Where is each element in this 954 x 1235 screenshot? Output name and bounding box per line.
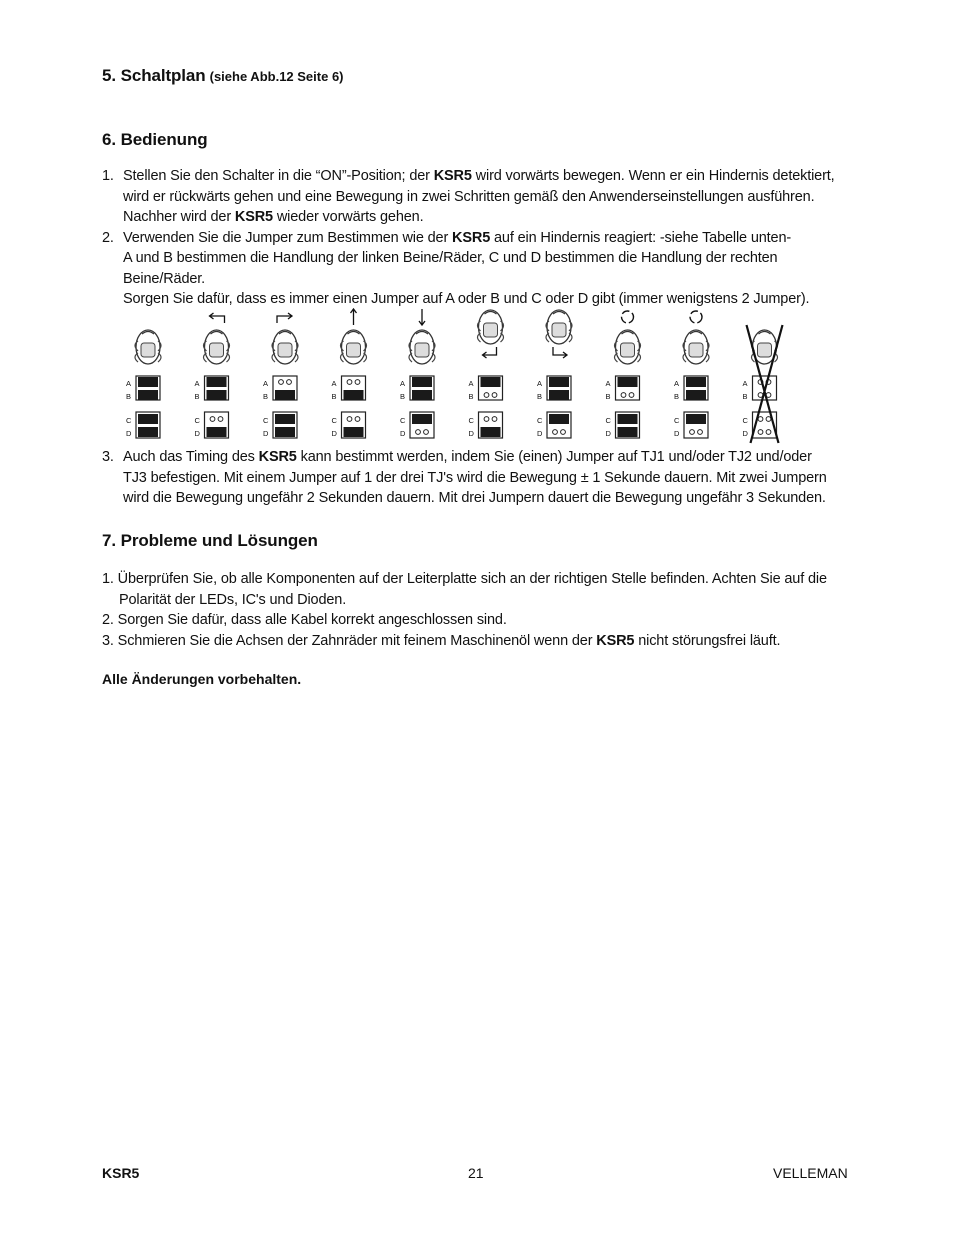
text-segment: wird vorwärts bewegen. Wenn er ein Hindernis detektiert, — [471, 168, 835, 184]
section-7-title: 7. Probleme und Lösungen — [102, 531, 318, 550]
jumper-on — [412, 390, 432, 400]
direction-arrow — [351, 309, 357, 325]
jumper-row-label: D — [537, 429, 543, 438]
product-name: KSR5 — [596, 632, 635, 649]
jumper-row-label: A — [400, 379, 406, 388]
jumper-row-label: A — [674, 379, 680, 388]
direction-arrow — [419, 309, 425, 325]
jumper-config-column — [674, 311, 709, 438]
problem-item-line — [102, 610, 862, 631]
rotation-arrow — [690, 311, 702, 323]
product-name: KSR5 — [452, 229, 491, 246]
text-segment: Polarität der LEDs, IC's und Dioden. — [119, 591, 347, 608]
jumper-row-label: B — [468, 392, 474, 401]
problem-item — [102, 569, 862, 610]
jumper-row-label: A — [468, 379, 474, 388]
text-segment: Verwenden Sie die Jumper zum Bestimmen wie der — [123, 229, 453, 246]
jumper-on — [412, 414, 432, 424]
list-item-line — [123, 187, 862, 208]
list-item-line — [123, 488, 862, 509]
jumper-row-label: A — [605, 379, 611, 388]
list-item-number: 3. — [102, 449, 114, 465]
back-turn-arrow — [553, 347, 567, 358]
jumper-config-column — [400, 309, 435, 438]
jumper-row-label: B — [331, 392, 337, 401]
section-6-title: 6. Bedienung — [102, 130, 208, 149]
rotation-arrow — [622, 311, 634, 323]
section-5-heading — [102, 66, 344, 86]
jumper-on — [549, 414, 569, 424]
jumper-on — [412, 377, 432, 387]
list-item-line — [123, 228, 862, 249]
jumper-on — [481, 427, 501, 437]
jumper-row-label: A — [331, 379, 337, 388]
jumper-row-label: C — [400, 416, 406, 425]
list-item-line — [123, 248, 862, 269]
text-segment: kann bestimmt werden, indem Sie (einen) Jumper auf TJ1 und/oder TJ2 und/oder — [296, 449, 812, 465]
list-item-line — [123, 166, 862, 187]
jumper-row-label: D — [263, 429, 269, 438]
problem-item-line — [102, 569, 862, 590]
jumper-config-column — [332, 309, 367, 438]
jumper-row-label: C — [468, 416, 474, 425]
text-segment: wird die Bewegung ungefähr 2 Sekunden dauern. Mit drei Jumpern dauert die Bewegung ungefähr 3 Sekunden. — [123, 490, 826, 506]
text-segment: Beine/Räder. — [123, 270, 206, 287]
jumper-row-label: A — [742, 379, 748, 388]
jumper-pin — [355, 417, 360, 422]
problem-item — [102, 631, 862, 652]
list-item-line — [123, 269, 862, 290]
robot-core — [689, 343, 703, 357]
list-item — [102, 166, 862, 228]
jumper-row-label: A — [263, 379, 269, 388]
jumper-on — [686, 390, 706, 400]
jumper-on — [618, 377, 638, 387]
section-6-list — [102, 166, 862, 310]
text-segment: wieder vorwärts gehen. — [272, 209, 424, 225]
jumper-on — [138, 427, 158, 437]
jumper-row-label: B — [400, 392, 406, 401]
jumper-on — [138, 390, 158, 400]
robot-core — [210, 343, 224, 357]
direction-arrow — [210, 313, 225, 323]
jumper-row-label: D — [126, 429, 132, 438]
jumper-pin — [347, 380, 352, 385]
jumper-row-label: B — [674, 392, 680, 401]
robot-core — [415, 343, 429, 357]
jumper-pin — [766, 417, 771, 422]
jumper-config-column — [126, 330, 161, 438]
jumper-on — [686, 414, 706, 424]
jumper-row-label: C — [126, 416, 132, 425]
text-segment: nicht störungsfrei läuft. — [634, 632, 781, 649]
jumper-row-label: D — [674, 429, 680, 438]
problem-item-line — [119, 590, 862, 611]
reservation-note: Alle Änderungen vorbehalten. — [102, 671, 302, 687]
footer-brand: VELLEMAN — [773, 1165, 848, 1181]
list-item-number: 1. — [102, 168, 114, 184]
back-turn-arrow — [483, 347, 497, 358]
text-segment: wird er rückwärts gehen und eine Bewegung in zwei Schritten gemäß den Anwenderseinstellungen ausführen. — [123, 188, 815, 205]
text-segment: Stellen Sie den Schalter in die “ON”-Position; der — [123, 168, 434, 184]
jumper-pin — [561, 430, 566, 435]
jumper-on — [686, 377, 706, 387]
jumper-row-label: C — [263, 416, 269, 425]
footer-product: KSR5 — [102, 1165, 140, 1181]
jumper-pin — [210, 417, 215, 422]
jumper-config-column — [469, 310, 504, 438]
robot-core — [278, 343, 292, 357]
jumper-on — [344, 427, 364, 437]
jumper-pin — [690, 430, 695, 435]
direction-arrow — [277, 313, 292, 323]
jumper-row-label: D — [468, 429, 474, 438]
jumper-pin — [698, 430, 703, 435]
jumper-row-label: B — [605, 392, 611, 401]
list-item-number: 2. — [102, 229, 114, 246]
jumper-config-column — [263, 313, 298, 438]
jumper-pin — [621, 393, 626, 398]
jumper-on — [275, 390, 295, 400]
robot-core — [347, 343, 361, 357]
jumper-pin — [629, 393, 634, 398]
jumper-on — [344, 390, 364, 400]
list-item-line — [123, 207, 862, 228]
jumper-pin — [347, 417, 352, 422]
jumper-pin — [758, 430, 763, 435]
section-5-note: (siehe Abb.12 Seite 6) — [209, 69, 344, 84]
jumper-row-label: D — [605, 429, 611, 438]
text-segment: 1. Überprüfen Sie, ob alle Komponenten auf der Leiterplatte sich an der richtigen Stelle befinden. Achten Sie auf die — [102, 571, 827, 587]
jumper-row-label: C — [605, 416, 611, 425]
jumper-pin — [492, 393, 497, 398]
jumper-on — [275, 427, 295, 437]
text-segment: Sorgen Sie dafür, dass es immer einen Jumper auf A oder B und C oder D gibt (immer wenigstens 2 Jumper). — [123, 291, 810, 307]
robot-core — [621, 343, 635, 357]
jumper-table-figure — [118, 305, 808, 447]
jumper-row-label: A — [194, 379, 200, 388]
jumper-pin — [492, 417, 497, 422]
text-segment: A und B bestimmen die Handlung der linken Beine/Räder, C und D bestimmen die Handlung der rechten — [123, 250, 778, 266]
jumper-config-column — [606, 311, 641, 438]
jumper-pin — [484, 393, 489, 398]
jumper-row-label: C — [537, 416, 543, 425]
robot-core — [758, 343, 772, 357]
text-segment: 3. Schmieren Sie die Achsen der Zahnräder mit feinem Maschinenöl wenn der — [102, 632, 597, 649]
robot-core — [141, 343, 155, 357]
list-item — [102, 447, 862, 509]
robot-core — [552, 323, 566, 337]
jumper-on — [618, 427, 638, 437]
jumper-row-label: D — [331, 429, 337, 438]
text-segment: 2. Sorgen Sie dafür, dass alle Kabel korrekt angeschlossen sind. — [102, 612, 507, 628]
product-name: KSR5 — [433, 168, 472, 184]
jumper-pin — [424, 430, 429, 435]
jumper-config-column — [537, 310, 572, 438]
jumper-on — [618, 414, 638, 424]
jumper-row-label: B — [263, 392, 269, 401]
jumper-on — [549, 377, 569, 387]
jumper-pin — [355, 380, 360, 385]
text-segment: TJ3 befestigen. Mit einem Jumper auf 1 der drei TJ's wird die Bewegung ± 1 Sekunde dauern. Mit zwei Jumpern — [123, 469, 827, 486]
product-name: KSR5 — [234, 209, 273, 225]
jumper-row-label: B — [126, 392, 132, 401]
jumper-row-label: C — [331, 416, 337, 425]
list-item — [102, 228, 862, 310]
jumper-row-label: D — [194, 429, 200, 438]
section-7-list — [102, 569, 862, 651]
jumper-row-label: D — [400, 429, 406, 438]
section-5-title: 5. Schaltplan — [102, 66, 206, 85]
jumper-row-label: C — [674, 416, 680, 425]
jumper-row-label: B — [194, 392, 200, 401]
list-item-line — [123, 468, 862, 489]
jumper-pin — [287, 380, 292, 385]
jumper-row-label: C — [742, 416, 748, 425]
section-6-list-cont — [102, 447, 862, 509]
jumper-on — [207, 427, 227, 437]
list-item-line — [123, 447, 862, 468]
jumper-pin — [279, 380, 284, 385]
jumper-row-label: C — [194, 416, 200, 425]
jumper-on — [207, 390, 227, 400]
jumper-on — [549, 390, 569, 400]
jumper-row-label: D — [742, 429, 748, 438]
jumper-row-label: A — [126, 379, 132, 388]
jumper-pin — [218, 417, 223, 422]
jumper-pin — [553, 430, 558, 435]
jumper-config-column — [743, 325, 783, 443]
jumper-on — [138, 377, 158, 387]
jumper-row-label: A — [537, 379, 543, 388]
jumper-pin — [758, 417, 763, 422]
problem-item-line — [102, 631, 862, 652]
jumper-on — [481, 377, 501, 387]
jumper-row-label: B — [537, 392, 543, 401]
jumper-on — [275, 414, 295, 424]
jumper-pin — [766, 430, 771, 435]
robot-core — [484, 323, 498, 337]
text-segment: Nachher wird der — [123, 209, 235, 225]
jumper-on — [138, 414, 158, 424]
footer-page-number: 21 — [468, 1165, 484, 1181]
text-segment: Auch das Timing des — [123, 449, 259, 465]
jumper-pin — [416, 430, 421, 435]
jumper-pin — [484, 417, 489, 422]
jumper-on — [207, 377, 227, 387]
text-segment: auf ein Hindernis reagiert: -siehe Tabelle unten- — [490, 229, 792, 246]
jumper-config-column — [195, 313, 230, 438]
product-name: KSR5 — [258, 449, 297, 465]
jumper-row-label: B — [742, 392, 748, 401]
problem-item — [102, 610, 862, 631]
